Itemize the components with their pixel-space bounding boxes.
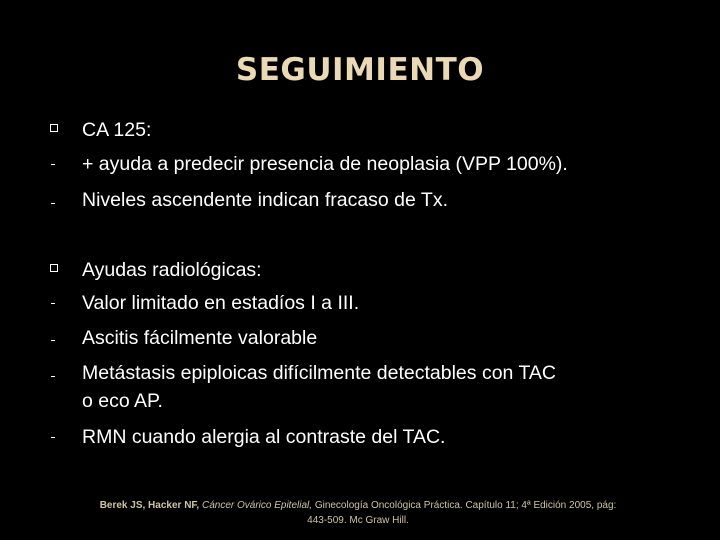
dash-bullet-icon xyxy=(51,203,55,204)
citation-authors: Berek JS, Hacker NF, xyxy=(99,500,200,511)
list-item: RMN cuando alergia al contraste del TAC. xyxy=(82,426,446,448)
section-heading: Ayudas radiológicas: xyxy=(82,259,262,281)
dash-bullet-icon xyxy=(51,376,55,377)
square-bullet-icon xyxy=(50,124,58,132)
list-item: Valor limitado en estadíos I a III. xyxy=(82,292,360,314)
list-item-continuation: o eco AP. xyxy=(82,390,163,412)
square-bullet-icon xyxy=(50,264,58,272)
citation-book: Cáncer Ovárico Epitelial, xyxy=(201,500,313,511)
dash-bullet-icon xyxy=(51,340,55,341)
citation-details: Ginecología Oncológica Práctica. Capítulo 11; 4ª Edición 2005, pág: xyxy=(314,500,617,511)
dash-bullet-icon xyxy=(51,164,55,165)
citation-footer xyxy=(28,498,688,528)
list-item: Ascitis fácilmente valorable xyxy=(82,327,318,349)
section-heading: CA 125: xyxy=(82,119,152,141)
citation-pages: 443-509. Mc Graw Hill. xyxy=(307,515,409,526)
list-item: Metástasis epiploicas difícilmente detectables con TAC xyxy=(82,362,557,384)
dash-bullet-icon xyxy=(51,437,55,438)
list-item: + ayuda a predecir presencia de neoplasia (VPP 100%). xyxy=(82,153,568,175)
dash-bullet-icon xyxy=(51,303,55,304)
list-item: Niveles ascendente indican fracaso de Tx. xyxy=(82,189,449,211)
slide-title: SEGUIMIENTO xyxy=(235,52,485,88)
